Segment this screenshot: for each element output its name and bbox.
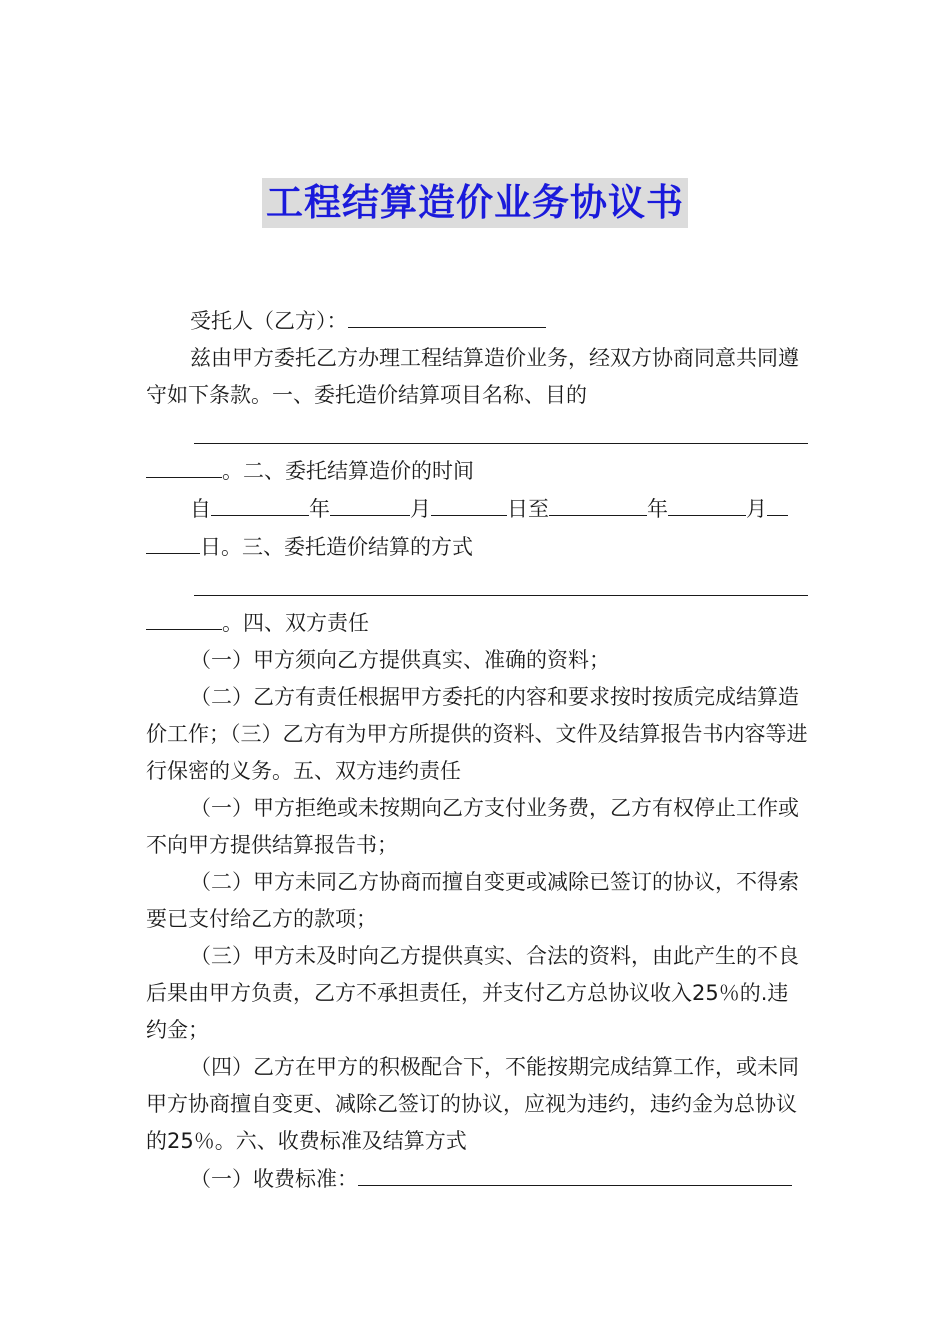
breach-1: （一）甲方拒绝或未按期向乙方支付业务费，乙方有权停止工作或不向甲方提供结算报告书；	[146, 796, 799, 857]
section-4-heading: 。四、双方责任	[222, 611, 369, 635]
fee-standard-line	[146, 1160, 808, 1198]
date-from-label: 自	[190, 497, 211, 521]
document-title: 工程结算造价业务协议书	[262, 178, 688, 228]
section-3-heading: 日。三、委托造价结算的方式	[200, 535, 473, 559]
start-year-blank	[211, 490, 309, 516]
purpose-blank-end	[146, 452, 222, 478]
date-range-line	[146, 490, 808, 528]
month-label-2: 月	[746, 497, 767, 521]
month-label: 月	[410, 497, 431, 521]
section-2-heading: 。二、委托结算造价的时间	[222, 459, 474, 483]
fee-standard-label: （一）收费标准：	[190, 1167, 358, 1191]
breach-4: （四）乙方在甲方的积极配合下，不能按期完成结算工作，或未同甲方协商擅自变更、减除乙签订的协议，应视为违约，违约金为总协议的25％。六、收费标准及结算方式	[146, 1055, 799, 1153]
start-month-blank	[330, 490, 410, 516]
section-3-line	[146, 528, 808, 566]
project-purpose-blank	[194, 414, 808, 444]
document-body	[146, 302, 808, 1198]
settlement-method-blank	[194, 566, 808, 596]
end-day-blank	[146, 528, 200, 554]
intro-paragraph: 兹由甲方委托乙方办理工程结算造价业务，经双方协商同意共同遵守如下条款。一、委托造价结算项目名称、目的	[146, 346, 799, 407]
end-day-blank-start	[767, 490, 788, 516]
method-blank-end	[146, 604, 222, 630]
year-label-2: 年	[647, 497, 668, 521]
trustee-line	[146, 302, 808, 340]
end-year-blank	[549, 490, 647, 516]
breach-3: （三）甲方未及时向乙方提供真实、合法的资料，由此产生的不良后果由甲方负责，乙方不承担责任，并支付乙方总协议收入25％的.违约金；	[146, 944, 799, 1042]
day-to-label: 日至	[507, 497, 549, 521]
start-day-blank	[431, 490, 507, 516]
year-label: 年	[309, 497, 330, 521]
duty-1: （一）甲方须向乙方提供真实、准确的资料；	[190, 648, 610, 672]
trustee-blank	[348, 302, 546, 328]
section-4-line	[146, 604, 808, 642]
section-2-line	[146, 452, 808, 490]
trustee-label: 受托人（乙方）：	[190, 309, 348, 333]
end-month-blank	[668, 490, 746, 516]
fee-standard-blank	[358, 1160, 792, 1186]
duty-2: （二）乙方有责任根据甲方委托的内容和要求按时按质完成结算造价工作；（三）乙方有为甲方所提供的资料、文件及结算报告书内容等进行保密的义务。五、双方违约责任	[146, 685, 808, 783]
breach-2: （二）甲方未同乙方协商而擅自变更或减除已签订的协议，不得索要已支付给乙方的款项；	[146, 870, 799, 931]
